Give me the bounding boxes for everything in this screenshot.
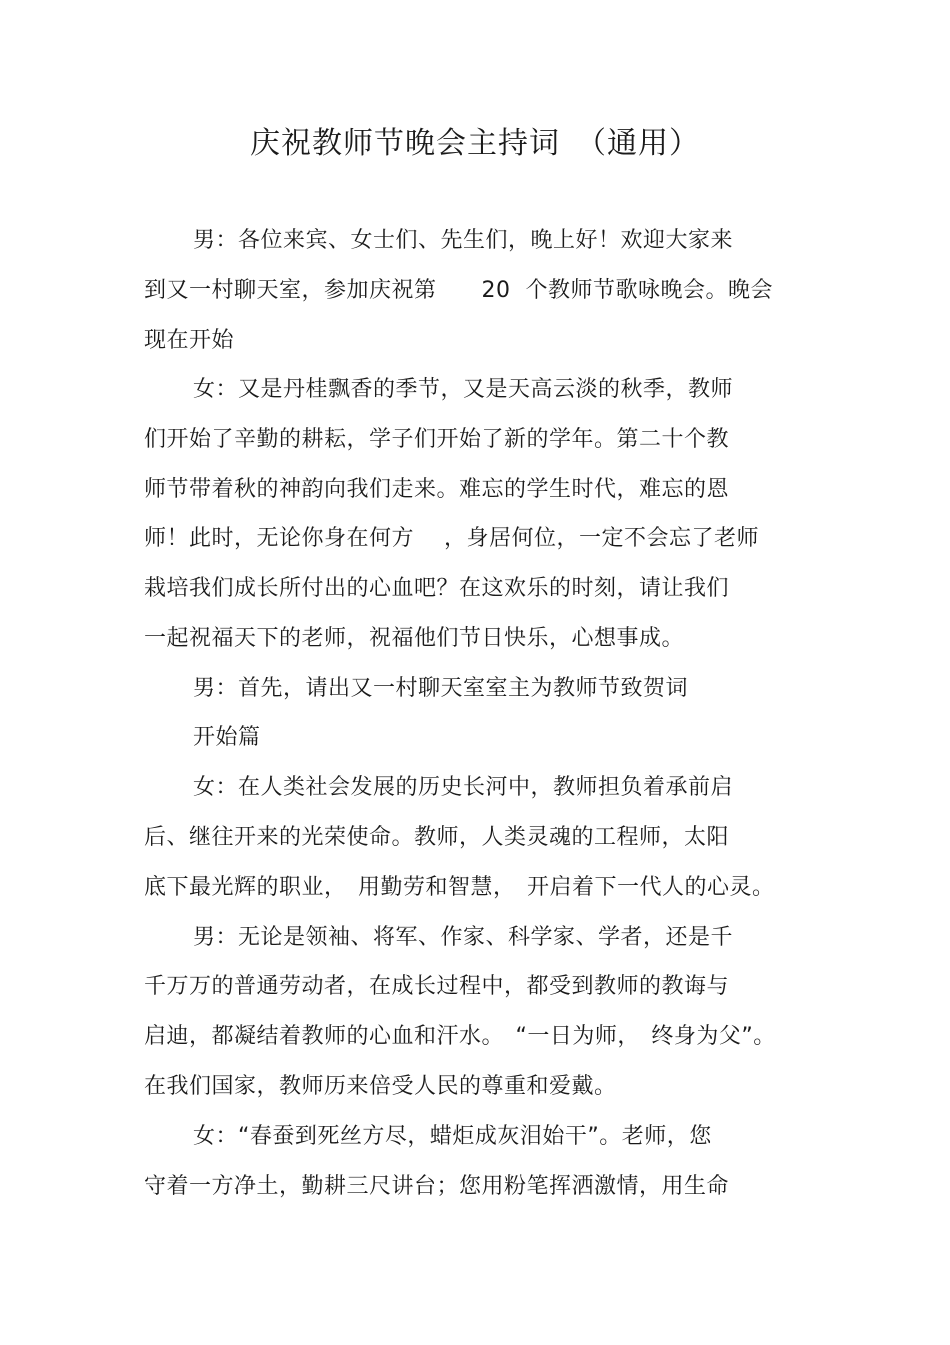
text-line: 底下最光辉的职业， 用勤劳和智慧， 开启着下一代人的心灵。 — [144, 875, 775, 900]
text-line: 师！此时，无论你身在何方 ，身居何位，一定不会忘了老师 — [144, 526, 759, 551]
text-line: 栽培我们成长所付出的心血吧？在这欢乐的时刻，请让我们 — [144, 576, 730, 601]
text-line: 到又一村聊天室，参加庆祝第 20 个教师节歌咏晚会。晚会 — [144, 278, 773, 303]
text-line: 男：首先，请出又一村聊天室室主为教师节致贺词 — [193, 676, 689, 701]
text-line: 女：在人类社会发展的历史长河中，教师担负着承前启 — [193, 775, 734, 800]
text-line: 千万万的普通劳动者，在成长过程中，都受到教师的教诲与 — [144, 974, 730, 999]
text-line: 女：“春蚕到死丝方尽，蜡炬成灰泪始干”。老师，您 — [193, 1124, 712, 1149]
text-line: 在我们国家，教师历来倍受人民的尊重和爱戴。 — [144, 1074, 617, 1099]
text-line: 守着一方净土，勤耕三尺讲台；您用粉笔挥洒激情，用生命 — [144, 1174, 730, 1199]
text-line: 师节带着秋的神韵向我们走来。难忘的学生时代，难忘的恩 — [144, 477, 730, 502]
section-heading: 开始篇 — [193, 725, 261, 750]
text-line: 后、继往开来的光荣使命。教师，人类灵魂的工程师，太阳 — [144, 825, 730, 850]
text-line: 女：又是丹桂飘香的季节，又是天高云淡的秋季，教师 — [193, 377, 734, 402]
text-line: 启迪，都凝结着教师的心血和汗水。 “一日为师， 终身为父”。 — [144, 1024, 776, 1049]
text-line: 现在开始 — [144, 328, 235, 353]
text-line: 男：无论是领袖、将军、作家、科学家、学者，还是千 — [193, 925, 734, 950]
text-line: 们开始了辛勤的耕耘，学子们开始了新的学年。第二十个教 — [144, 427, 730, 452]
text-line: 一起祝福天下的老师，祝福他们节日快乐，心想事成。 — [144, 626, 685, 651]
document-title: 庆祝教师节晚会主持词 （通用） — [250, 126, 700, 161]
text-line: 男：各位来宾、女士们、先生们，晚上好！欢迎大家来 — [193, 228, 734, 253]
